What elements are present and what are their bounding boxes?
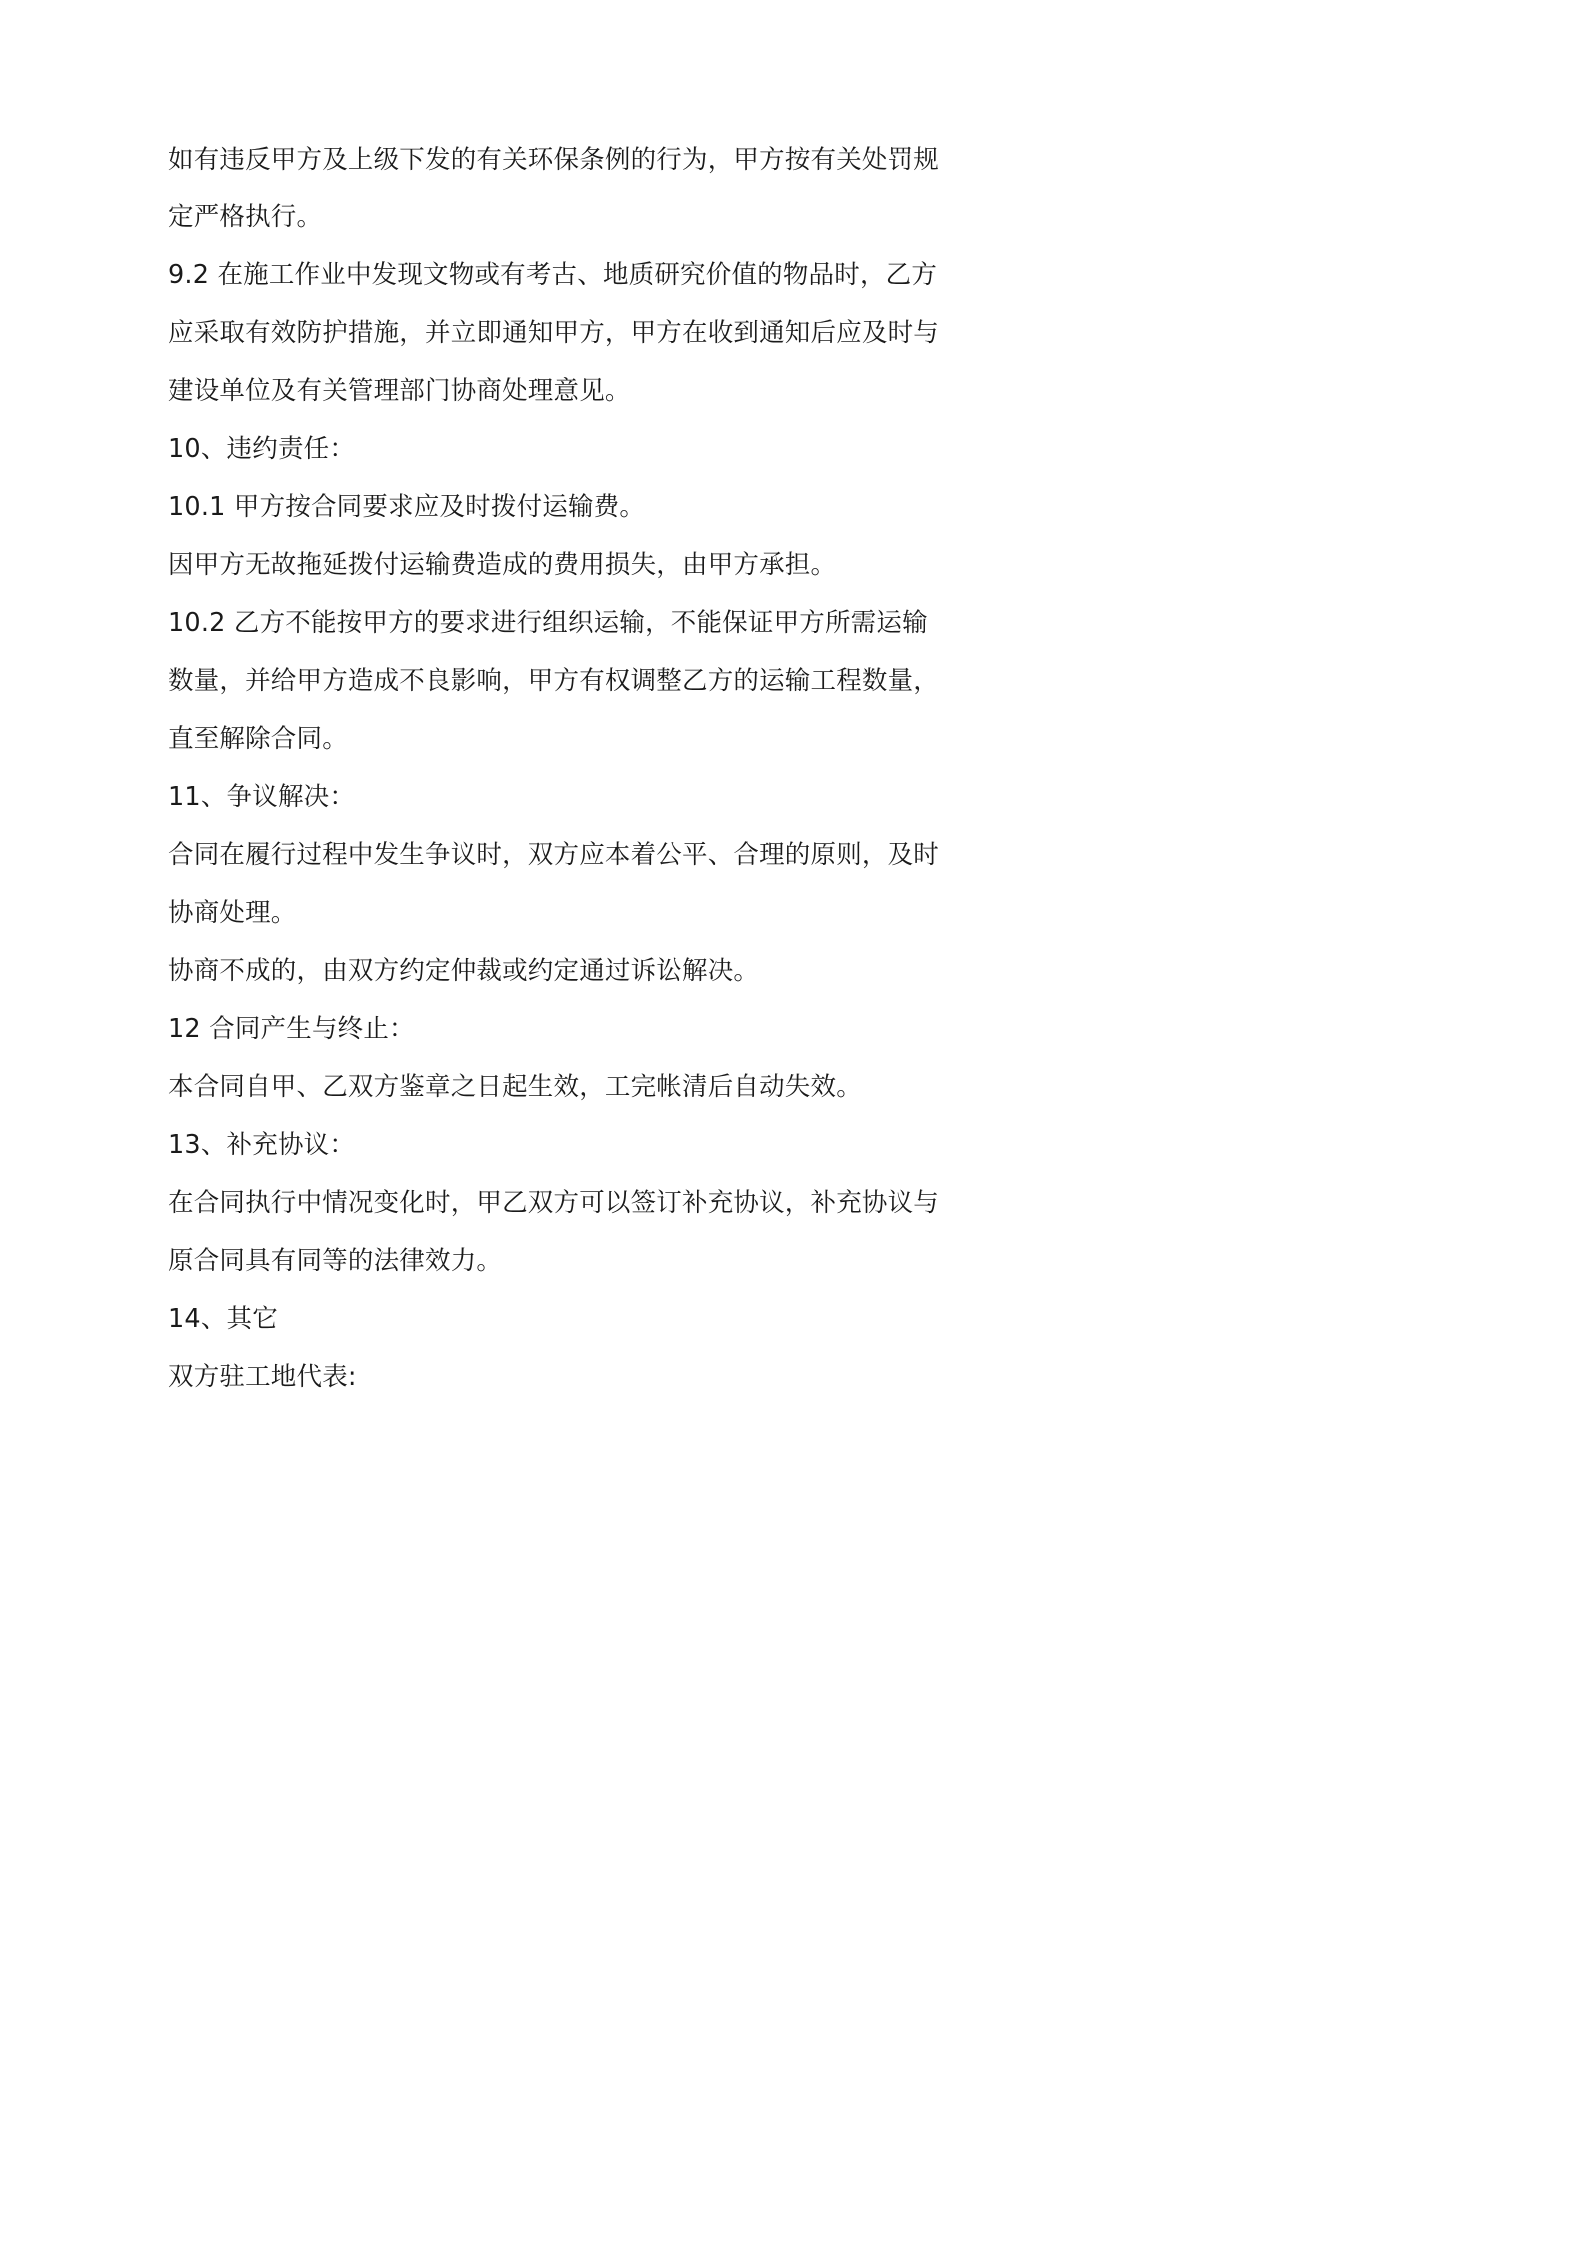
text-line: 合同在履行过程中发生争议时，双方应本着公平、合理的原则，及时 xyxy=(168,840,940,870)
text-line: 直至解除合同。 xyxy=(168,724,348,754)
text-line: 10.2 乙方不能按甲方的要求进行组织运输，不能保证甲方所需运输 xyxy=(168,608,928,638)
text-line: 因甲方无故拖延拨付运输费造成的费用损失，由甲方承担。 xyxy=(168,550,837,580)
section-heading: 14、其它 xyxy=(168,1304,278,1334)
section-heading: 11、争议解决： xyxy=(168,782,356,812)
section-heading: 12 合同产生与终止： xyxy=(168,1014,415,1044)
text-line: 本合同自甲、乙双方鉴章之日起生效，工完帐清后自动失效。 xyxy=(168,1072,862,1102)
text-line: 双方驻工地代表: xyxy=(168,1362,357,1392)
text-line: 9.2 在施工作业中发现文物或有考古、地质研究价值的物品时，乙方 xyxy=(168,260,938,290)
text-line: 原合同具有同等的法律效力。 xyxy=(168,1246,503,1276)
text-line: 建设单位及有关管理部门协商处理意见。 xyxy=(168,376,631,406)
document-page xyxy=(0,0,1104,1562)
text-line: 定严格执行。 xyxy=(168,202,323,232)
text-line: 数量，并给甲方造成不良影响，甲方有权调整乙方的运输工程数量， xyxy=(168,666,940,696)
text-line: 10.1 甲方按合同要求应及时拨付运输费。 xyxy=(168,492,646,522)
text-line: 在合同执行中情况变化时，甲乙双方可以签订补充协议，补充协议与 xyxy=(168,1188,940,1218)
text-line: 应采取有效防护措施，并立即通知甲方，甲方在收到通知后应及时与 xyxy=(168,318,940,348)
section-heading: 13、补充协议： xyxy=(168,1130,356,1160)
text-line: 如有违反甲方及上级下发的有关环保条例的行为，甲方按有关处罚规 xyxy=(168,145,940,175)
text-line: 协商不成的，由双方约定仲裁或约定通过诉讼解决。 xyxy=(168,956,760,986)
text-line: 协商处理。 xyxy=(168,898,297,928)
section-heading: 10、违约责任： xyxy=(168,434,356,464)
